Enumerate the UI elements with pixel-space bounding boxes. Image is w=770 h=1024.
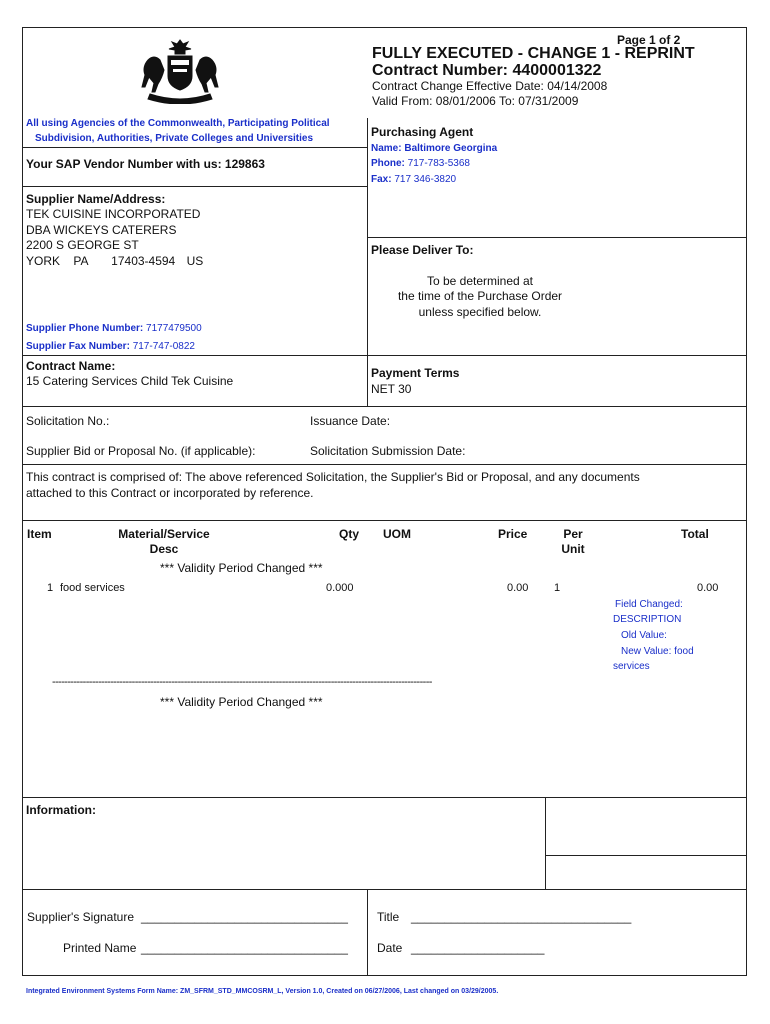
deliver-line-3: unless specified below. <box>418 305 542 319</box>
payment-terms-heading: Payment Terms <box>371 366 460 380</box>
row-price: 0.00 <box>507 582 529 594</box>
change-note-4: New Value: food <box>621 646 694 657</box>
divider <box>22 355 747 356</box>
col-total: Total <box>681 527 709 541</box>
date-line[interactable]: ____________________ <box>411 941 545 955</box>
divider <box>22 797 747 798</box>
row-per: 1 <box>554 582 561 594</box>
change-note-1: Field Changed: <box>615 599 683 610</box>
printed-name-line[interactable]: _______________________________ <box>141 941 348 955</box>
agent-phone: Phone: 717-783-5368 <box>371 158 470 169</box>
row-total: 0.00 <box>697 582 719 594</box>
commonwealth-seal-logo <box>140 38 220 104</box>
divider <box>367 237 747 238</box>
divider <box>22 889 747 890</box>
agencies-line-2: Subdivision, Authorities, Private Colleges and Universities <box>35 133 314 144</box>
supplier-address-line-2: DBA WICKEYS CATERERS <box>26 223 177 237</box>
supplier-address-line-1: TEK CUISINE INCORPORATED <box>26 207 201 221</box>
supplier-phone: Supplier Phone Number: 7177479500 <box>26 323 202 334</box>
submission-date: Solicitation Submission Date: <box>310 444 466 458</box>
supplier-fax: Supplier Fax Number: 717-747-0822 <box>26 341 195 352</box>
purchasing-agent-heading: Purchasing Agent <box>371 125 474 139</box>
document-title: FULLY EXECUTED - CHANGE 1 - REPRINT <box>372 45 695 62</box>
deliver-line-1: To be determined at <box>426 274 534 288</box>
contract-name-heading: Contract Name: <box>26 359 116 373</box>
printed-name-label: Printed Name <box>63 941 137 955</box>
supplier-city-line: YORK PA 17403-4594 US <box>26 254 204 268</box>
supplier-signature-label: Supplier's Signature <box>27 910 135 924</box>
supplier-address-line-3: 2200 S GEORGE ST <box>26 238 139 252</box>
col-per-unit: Per Unit <box>561 527 585 556</box>
divider <box>545 855 747 856</box>
col-price: Price <box>498 527 528 541</box>
col-material: Material/Service Desc <box>118 527 210 556</box>
title-label: Title <box>377 910 400 924</box>
change-note-2: DESCRIPTION <box>613 614 682 625</box>
contract-comprised-text: This contract is comprised of: The above referenced Solicitation, the Supplier's Bid or Proposal, and any documents attached to this Contract or incorporated by reference. <box>26 470 640 500</box>
agent-name: Name: Baltimore Georgina <box>371 143 498 154</box>
form-footer: Integrated Environment Systems Form Name: ZM_SFRM_STD_MMCOSRM_L, Version 1.0, Created on 06/27/2006, Last changed on 03/29/2005. <box>26 988 499 995</box>
divider <box>22 464 747 465</box>
validity-note-top: *** Validity Period Changed *** <box>160 561 323 575</box>
divider <box>22 406 747 407</box>
supplier-heading: Supplier Name/Address: <box>26 192 166 206</box>
change-effective-date: Contract Change Effective Date: 04/14/2008 <box>372 79 608 93</box>
date-label: Date <box>377 941 403 955</box>
row-item: 1 <box>47 582 54 594</box>
divider <box>367 889 368 976</box>
row-desc: food services <box>60 582 125 594</box>
divider <box>367 118 368 406</box>
agent-fax: Fax: 717 346-3820 <box>371 174 457 185</box>
contract-name-value: 15 Catering Services Child Tek Cuisine <box>26 374 234 388</box>
change-note-3: Old Value: <box>621 630 667 641</box>
deliver-heading: Please Deliver To: <box>371 243 474 257</box>
information-heading: Information: <box>26 803 96 817</box>
validity-dates: Valid From: 08/01/2006 To: 07/31/2009 <box>372 94 579 108</box>
payment-terms-value: NET 30 <box>371 382 412 396</box>
deliver-line-2: the time of the Purchase Order <box>397 289 563 303</box>
title-line[interactable]: _________________________________ <box>411 910 632 924</box>
issuance-date: Issuance Date: <box>310 414 391 428</box>
item-separator: ---------------------------------------------------------------------------------------------------------------------------- <box>52 676 432 688</box>
vendor-number: Your SAP Vendor Number with us: 129863 <box>26 157 265 171</box>
col-qty: Qty <box>339 527 360 541</box>
supplier-bid-no: Supplier Bid or Proposal No. (if applicable): <box>26 444 256 458</box>
solicitation-no: Solicitation No.: <box>26 414 110 428</box>
page-number: Page 1 of 2 <box>617 33 681 47</box>
col-uom: UOM <box>383 527 411 541</box>
divider <box>22 186 367 187</box>
supplier-signature-line[interactable]: _______________________________ <box>141 910 348 924</box>
col-item: Item <box>27 527 52 541</box>
divider <box>22 520 747 521</box>
contract-number: Contract Number: 4400001322 <box>372 62 602 79</box>
validity-note-bottom: *** Validity Period Changed *** <box>160 695 323 709</box>
row-qty: 0.000 <box>326 582 354 594</box>
divider <box>545 797 546 889</box>
divider <box>22 147 367 148</box>
change-note-5: services <box>613 661 650 672</box>
agencies-line-1: All using Agencies of the Commonwealth, Participating Political <box>26 118 330 129</box>
